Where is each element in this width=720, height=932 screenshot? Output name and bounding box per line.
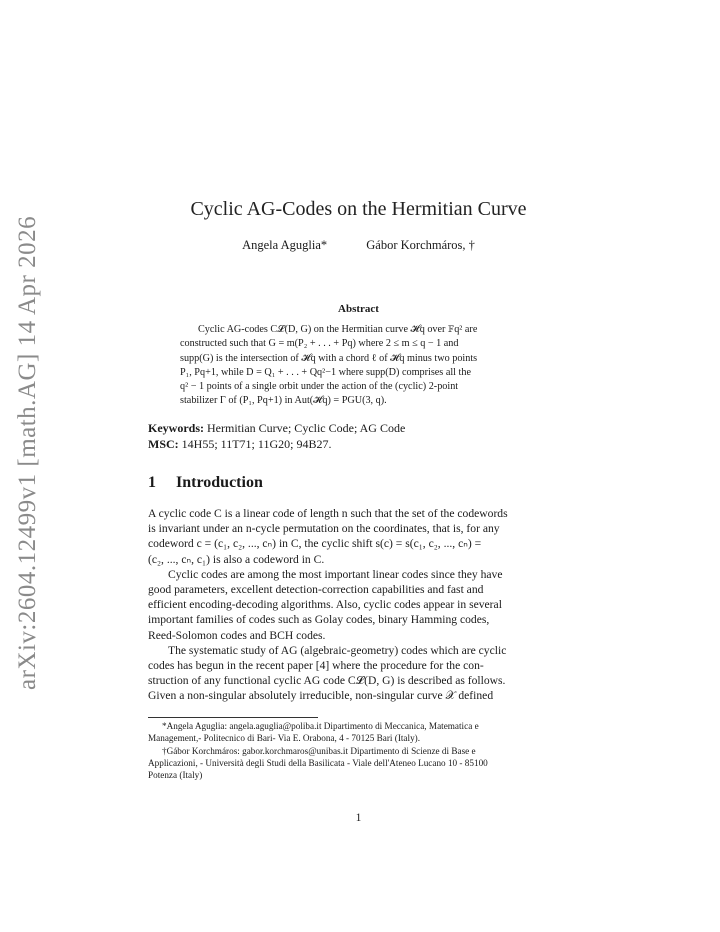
body-line: important families of codes such as Golay codes, binary Hamming codes, <box>148 613 490 627</box>
footnote-line: †Gábor Korchmáros: gabor.korchmaros@unibas.it Dipartimento di Scienze di Base e <box>162 745 476 756</box>
keywords-label: Keywords: <box>148 421 204 435</box>
body-line: codeword c = (c₁, c₂, ..., cₙ) in C, the cyclic shift s(c) = s(c₁, c₂, ..., cₙ) = <box>148 537 482 551</box>
msc-line <box>148 436 569 452</box>
abstract-line: P₁, Pq+1, while D = Q₁ + . . . + Qq²−1 where supp(D) comprises all the <box>180 366 471 378</box>
body-line: codes has begun in the recent paper [4] where the procedure for the con- <box>148 659 484 673</box>
footnote-line: Management,- Politecnico di Bari- Via E. Orabona, 4 - 70125 Bari (Italy). <box>148 733 421 744</box>
body-line: A cyclic code C is a linear code of length n such that the set of the codewords <box>148 507 508 520</box>
body-line: Reed-Solomon codes and BCH codes. <box>148 628 326 642</box>
keywords-block <box>148 420 569 452</box>
footnote-rule <box>148 717 318 718</box>
abstract-heading: Abstract <box>338 303 379 315</box>
footnote-line: *Angela Aguglia: angela.aguglia@poliba.it Dipartimento di Meccanica, Matematica e <box>162 721 479 731</box>
body-line: good parameters, excellent detection-correction capabilities and fast and <box>148 583 484 597</box>
author-name: Gábor Korchmáros, † <box>366 238 475 252</box>
footnote-line: Potenza (Italy) <box>148 770 203 781</box>
abstract-line: q² − 1 points of a single orbit under the action of the (cyclic) 2-point <box>180 381 459 393</box>
body-line: Cyclic codes are among the most important linear codes since they have <box>168 567 503 581</box>
abstract-line: stabilizer Γ of (P₁, Pq+1) in Aut(𝓗q) = PGU(3, q). <box>180 395 387 407</box>
arxiv-identifier: arXiv:2604.12499v1 [math.AG] 14 Apr 2026 <box>14 215 41 690</box>
section-heading <box>148 474 569 492</box>
body-line: Given a non-singular absolutely irreducible, non-singular curve 𝒳 defined <box>148 689 494 703</box>
keywords-value: Hermitian Curve; Cyclic Code; AG Code <box>207 421 406 435</box>
body-line: (c₂, ..., cₙ, c₁) is also a codeword in C. <box>148 552 325 566</box>
footnote-line: Applicazioni, - Università degli Studi della Basilicata - Viale dell'Ateneo Lucano 10 - 85100 <box>148 757 488 768</box>
abstract-line: supp(G) is the intersection of 𝓗q with a chord ℓ of 𝓗q minus two points <box>180 352 478 364</box>
abstract-line: Cyclic AG-codes C𝓛(D, G) on the Hermitian curve 𝓗q over 𝔽q² are <box>198 324 478 335</box>
author-name: Angela Aguglia* <box>242 238 328 252</box>
body-line: The systematic study of AG (algebraic-geometry) codes which are cyclic <box>168 643 507 657</box>
keywords-line <box>148 420 569 436</box>
msc-label: MSC: <box>148 437 179 451</box>
section-number: 1 <box>148 474 156 491</box>
msc-value: 14H55; 11T71; 11G20; 94B27. <box>181 437 332 451</box>
author-list <box>148 238 569 253</box>
body-text <box>148 506 569 704</box>
paper-title: Cyclic AG-Codes on the Hermitian Curve <box>190 198 527 220</box>
abstract-body <box>180 323 538 409</box>
page-number: 1 <box>355 812 362 824</box>
body-line: struction of any functional cyclic AG code C𝓛(D, G) is described as follows. <box>148 674 506 688</box>
body-line: is invariant under an n-cycle permutation on the coordinates, that is, for any <box>148 522 500 536</box>
footnotes <box>148 720 569 781</box>
section-title: Introduction <box>176 474 263 491</box>
body-line: efficient encoding-decoding algorithms. Also, cyclic codes appear in several <box>148 598 502 612</box>
abstract-line: constructed such that G = m(P₂ + . . . + Pq) where 2 ≤ m ≤ q − 1 and <box>180 338 459 350</box>
